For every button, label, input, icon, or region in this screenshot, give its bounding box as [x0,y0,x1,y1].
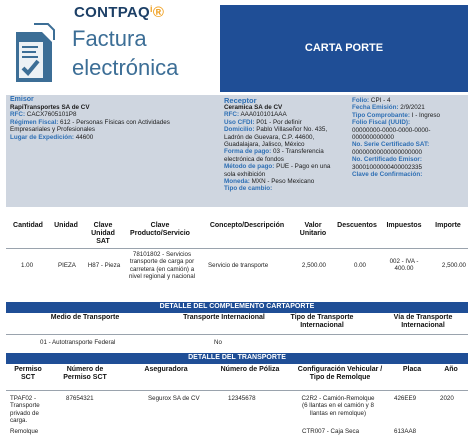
receptor-domicilio: Domicilio: Pablo Villaseñor No. 435, [224,126,328,134]
configuracion-line: C2R2 - Camión-Remolque [301,395,375,402]
emisor-rfc: RFC: CACX7605101P8 [10,111,77,119]
transporte-poliza: 12345678 [228,395,256,402]
emisor-lugar: Lugar de Expedición: 44600 [10,133,94,141]
receptor-block [224,104,348,193]
col-concepto: Concepto/Descripción [209,222,285,229]
receptor-name: Ceramica SA de CV [224,104,283,111]
transporte-configuracion [286,395,390,417]
product-name-line2: electrónica [72,55,179,80]
concept-clave-producto [124,251,200,281]
transporte-numero-permiso: 87654321 [66,395,94,402]
col-descuentos: Descuentos [337,222,377,229]
receptor-forma-pago: Forma de pago: 03 - Transferencia [224,148,324,156]
serie-sat-label: No. Serie Certificado SAT: [352,141,430,149]
transporte-aseguradora: Segurox SA de CV [148,395,200,402]
col-aseguradora: Aseguradora [144,366,188,373]
configuracion-line: (6 llantas en el camión y 8 [302,402,374,410]
transporte-section-bar: DETALLE DEL TRANSPORTE [6,353,468,364]
clave-producto-line: transporte de carga por [129,258,195,266]
folio: Folio: CPI - 4 [352,97,391,104]
receptor-domicilio-3: Guadalajara, Jalisco, México [224,141,305,149]
col-anio: Año [444,366,458,373]
col-placa: Placa [402,366,422,373]
receptor-moneda: Moneda: MXN - Peso Mexicano [224,178,315,186]
emisor-heading: Emisor [10,96,34,103]
remolque-label: Remolque [10,428,39,435]
col-impuestos: Impuestos [386,222,422,229]
permiso-line: carga. [10,417,28,425]
serie-sat-value: 00000000000000000000 [352,148,423,156]
concept-header-divider [6,248,468,249]
clave-producto-line: carretera (en camión) a [129,265,195,273]
remolque-tipo: CTR007 - Caja Seca [302,428,360,435]
receptor-tipo-cambio: Tipo de cambio: [224,185,273,193]
permiso-line: Transporte [10,402,40,410]
col-numero-permiso: Número de Permiso SCT [63,366,107,381]
concept-importe: 2,500.00 [441,262,466,269]
uuid-label: Folio Fiscal (UUID): [352,119,411,127]
logo [6,4,218,90]
brand-name: CONTPAQ$^i$® [74,4,165,21]
concept-cantidad: 1.00 [20,262,34,269]
concept-descripcion: Servicio de transporte [208,262,269,269]
col-numero-poliza: Número de Póliza [220,366,280,373]
complemento-header-divider [6,334,468,335]
cert-emisor-label: No. Certificado Emisor: [352,156,422,164]
clave-producto-line: nivel regional y nacional [128,273,196,281]
receptor-metodo-pago: Método de pago: PUE - Pago en una [224,163,331,171]
emisor-name: RapiTransportes SA de CV [10,104,90,111]
col-permiso-sct: Permiso SCT [14,366,42,381]
transporte-anio: 2020 [440,395,454,402]
concept-valor: 2,500.00 [301,262,326,269]
col-medio-transporte: Medio de Transporte [50,314,120,321]
col-tipo-transporte-internacional: Tipo de Transporte Internacional [290,314,354,329]
cert-emisor-value: 30001000000400002335 [352,163,423,171]
clave-producto-line: 78101802 - Servicios [132,251,192,258]
receptor-uso: Uso CFDI: P01 - Por definir [224,118,302,126]
emisor-regimen-cont: Empresariales y Profesionales [10,126,96,134]
emisor-regimen: Régimen Fiscal: 612 - Personas Físicas con Actividades [10,118,170,126]
col-via-transporte-internacional: Vía de Transporte Internacional [393,314,453,329]
col-clave-unidad: Clave Unidad SAT [91,222,115,245]
transporte-permiso [10,395,54,425]
document-title-box [220,5,468,92]
complemento-internacional: No [214,339,222,346]
concept-unidad: PIEZA [58,262,76,269]
receptor-forma-pago-2: electrónica de fondos [224,155,284,163]
uuid-value-2: 000000000000 [352,134,395,142]
permiso-line: TPAF02 - [10,395,37,402]
tipo-comprobante: Tipo Comprobante: I - Ingreso [352,111,441,119]
col-unidad: Unidad [54,222,78,229]
fecha-emision: Fecha Emisión: 2/9/2021 [352,104,425,112]
complemento-medio: 01 - Autotransporte Federal [40,339,116,346]
col-importe: Importe [435,222,461,229]
col-valor-unitario: Valor Unitario [299,222,327,237]
transporte-placa: 426EE9 [394,395,417,402]
col-cantidad: Cantidad [13,222,43,229]
transporte-header-divider [6,390,468,391]
col-transporte-internacional: Transporte Internacional [183,314,265,321]
concept-clave-unidad: H87 - Pieza [87,262,121,269]
col-clave-producto: Clave Producto/Servicio [130,222,190,237]
receptor-heading: Receptor [224,96,257,105]
complemento-section-bar: DETALLE DEL COMPLEMENTO CARTAPORTE [6,302,468,313]
receptor-metodo-pago-2: sola exhibición [224,170,266,178]
permiso-line: privado de [10,409,39,417]
clave-confirmacion-label: Clave de Confirmación: [352,171,423,179]
col-configuracion: Configuración Vehicular / Tipo de Remolque [297,366,383,381]
uuid-value: 00000000-0000-0000-0000- [352,126,431,134]
emisor-block [10,104,206,141]
receptor-domicilio-2: Ladrón de Guevara, C.P. 44600, [224,133,315,141]
impuestos-line: 400.00 [394,265,414,273]
concept-descuentos: 0.00 [353,262,366,269]
concept-impuestos [384,258,424,273]
document-title: CARTA PORTE [304,42,384,54]
document-check-icon [10,22,58,86]
impuestos-line: 002 - IVA - [389,258,419,265]
receptor-rfc: RFC: AAA010101AAA [224,111,287,119]
configuracion-line: llantas en remolque) [309,409,367,417]
remolque-placa: 613AA8 [394,428,417,435]
product-name-line1: Factura [72,26,147,51]
folio-block [352,97,466,178]
